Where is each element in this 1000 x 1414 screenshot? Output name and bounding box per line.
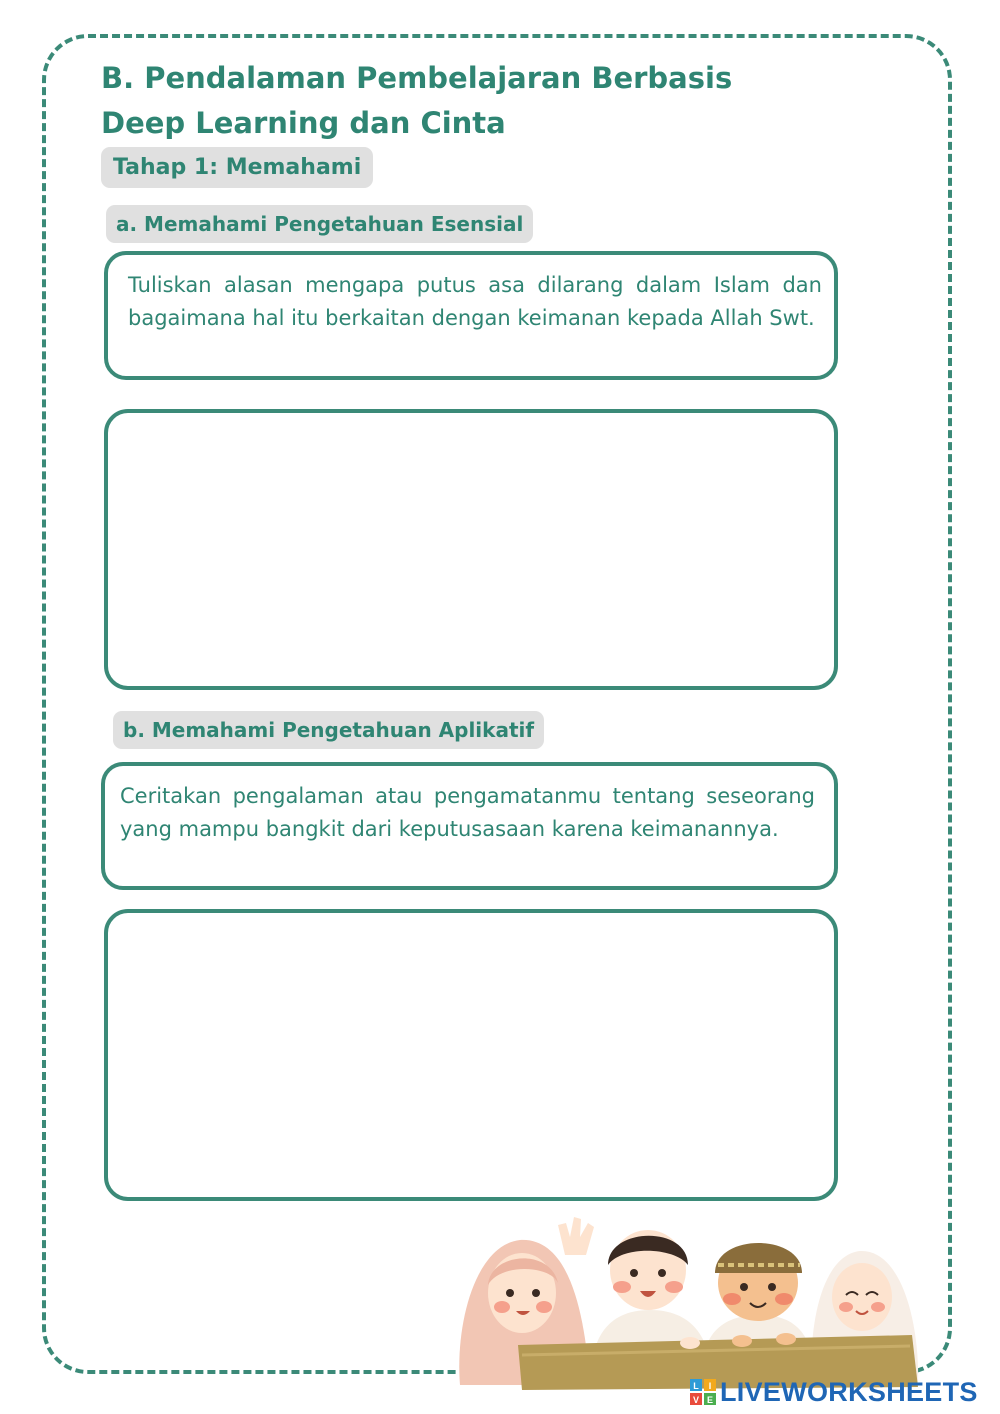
stage-label: Tahap 1: Memahami (101, 147, 373, 188)
svg-text:I: I (708, 1381, 712, 1391)
svg-text:E: E (706, 1395, 714, 1405)
svg-text:L: L (693, 1381, 699, 1391)
part-a-answer-field[interactable] (104, 409, 838, 690)
part-a-question-box (104, 251, 838, 380)
svg-text:V: V (692, 1395, 700, 1405)
liveworksheets-icon (690, 1379, 716, 1405)
liveworksheets-logo (690, 1374, 978, 1410)
section-title: B. Pendalaman Pembelajaran Berbasis Deep Learning dan Cinta (101, 61, 733, 140)
part-a-question-text: Tuliskan alasan mengapa putus asa dilarang dalam Islam dan bagaimana hal itu berkaitan dengan keimanan kepada Allah Swt. (128, 273, 822, 330)
part-b-question-box (101, 762, 838, 890)
part-b-heading: b. Memahami Pengetahuan Aplikatif (113, 711, 544, 749)
children-illustration (450, 1215, 930, 1390)
liveworksheets-logo-text: LIVEWORKSHEETS (720, 1376, 978, 1407)
part-a-heading: a. Memahami Pengetahuan Esensial (106, 205, 533, 243)
part-b-answer-field[interactable] (104, 909, 838, 1201)
part-b-question-text: Ceritakan pengalaman atau pengamatanmu tentang seseorang yang mampu bangkit dari keputusasaan karena keimanannya. (120, 784, 815, 841)
